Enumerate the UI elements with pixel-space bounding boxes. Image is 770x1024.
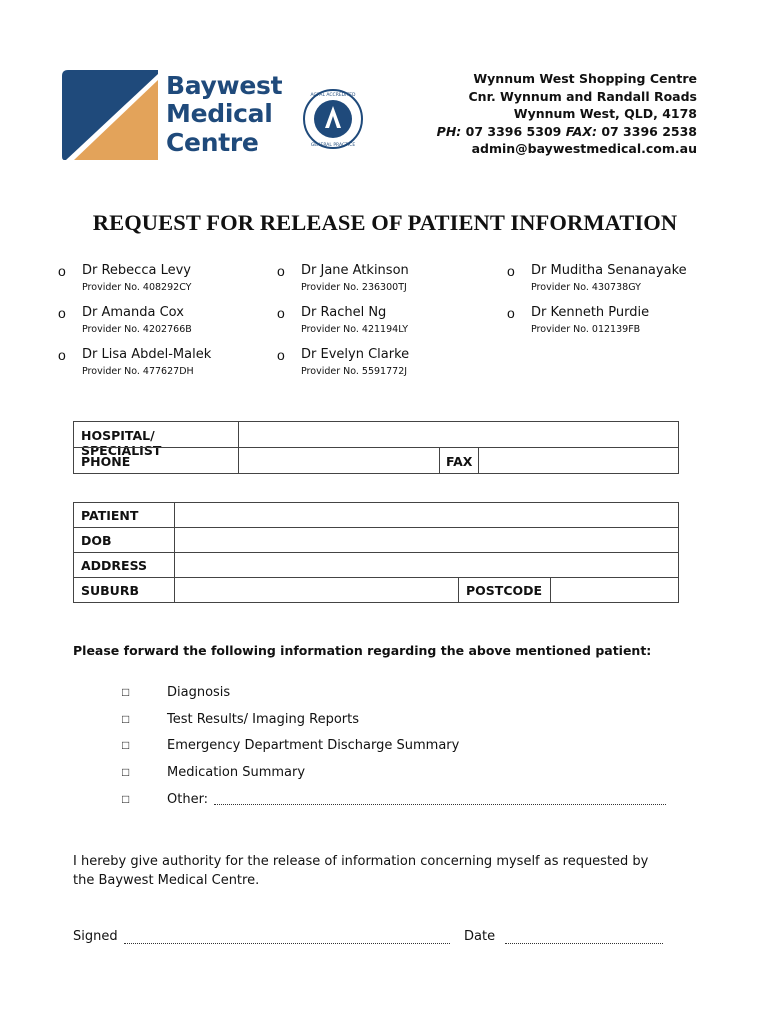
doctor-name: Dr Evelyn Clarke — [301, 347, 410, 362]
phone-label: PHONE — [81, 454, 131, 469]
doctor-name: Dr Muditha Senanayake — [531, 263, 687, 278]
doctor-name: Dr Rachel Ng — [301, 305, 387, 320]
doctor-name: Dr Rebecca Levy — [82, 263, 191, 278]
radio-bullet[interactable]: o — [277, 305, 285, 321]
diagnosis-label: Diagnosis — [167, 685, 231, 700]
logo-text-line3: Centre — [166, 128, 259, 157]
date-label: Date — [464, 929, 496, 944]
radio-bullet[interactable]: o — [277, 347, 285, 363]
fax-label-cell — [439, 447, 479, 474]
radio-bullet[interactable]: o — [507, 263, 515, 279]
provider-number: Provider No. 236300TJ — [301, 282, 407, 293]
provider-number: Provider No. 430738GY — [531, 282, 641, 293]
contact-block — [437, 70, 697, 158]
hospital-field[interactable] — [238, 421, 679, 448]
clinic-logo-mark — [62, 70, 158, 160]
suburb-label: SUBURB — [81, 583, 139, 598]
svg-text:GENERAL PRACTICE: GENERAL PRACTICE — [310, 143, 356, 148]
radio-bullet[interactable]: o — [507, 305, 515, 321]
fax-field[interactable] — [478, 447, 679, 474]
fax-label: FAX — [446, 454, 473, 469]
phone-value: 07 3396 5309 — [465, 123, 562, 139]
address-line-2: Cnr. Wynnum and Randall Roads — [468, 88, 697, 104]
authority-statement: I hereby give authority for the release of information concerning myself as requested by the Baywest Medical Centre. — [73, 854, 649, 888]
dob-field[interactable] — [174, 527, 679, 553]
date-line[interactable] — [505, 943, 663, 944]
postcode-label-cell — [458, 577, 551, 603]
postcode-field[interactable] — [550, 577, 679, 603]
doctor-name: Dr Kenneth Purdie — [531, 305, 650, 320]
other-checkbox[interactable]: □ — [122, 792, 130, 806]
provider-number: Provider No. 012139FB — [531, 324, 641, 335]
patient-label-cell — [73, 502, 175, 528]
doctor-name: Dr Amanda Cox — [82, 305, 184, 320]
patient-name-field[interactable] — [174, 502, 679, 528]
logo-text-line2: Medical — [166, 99, 273, 128]
dob-label-cell — [73, 527, 175, 553]
forward-instructions: Please forward the following information regarding the above mentioned patient: — [73, 643, 652, 658]
document-title: REQUEST FOR RELEASE OF PATIENT INFORMATION — [92, 210, 678, 235]
hospital-label-cell — [73, 421, 239, 458]
email-link[interactable]: admin@baywestmedical.com.au — [471, 141, 697, 157]
medication-summary-label: Medication Summary — [167, 765, 306, 780]
medication-summary-checkbox[interactable]: □ — [122, 765, 130, 779]
svg-text:AGPAL ACCREDITED: AGPAL ACCREDITED — [310, 93, 356, 98]
logo-text-line1: Baywest — [166, 71, 283, 100]
address-field[interactable] — [174, 552, 679, 578]
dob-label: DOB — [81, 533, 112, 548]
fax-value: 07 3396 2538 — [601, 123, 697, 139]
test-results-checkbox[interactable]: □ — [122, 712, 130, 726]
radio-bullet[interactable]: o — [58, 263, 66, 279]
doctor-name: Dr Jane Atkinson — [301, 263, 409, 278]
provider-number: Provider No. 408292CY — [82, 282, 192, 293]
suburb-label-cell — [73, 577, 175, 603]
test-results-label: Test Results/ Imaging Reports — [167, 712, 360, 727]
address-line-3: Wynnum West, QLD, 4178 — [513, 106, 697, 122]
phone-field[interactable] — [238, 447, 440, 474]
address-label: ADDRESS — [81, 558, 148, 573]
postcode-label: POSTCODE — [466, 583, 543, 598]
signed-label: Signed — [73, 929, 118, 944]
signature-line[interactable] — [124, 943, 450, 944]
suburb-field[interactable] — [174, 577, 459, 603]
provider-number: Provider No. 5591772J — [301, 366, 408, 377]
ed-discharge-checkbox[interactable]: □ — [122, 738, 130, 752]
other-details-line[interactable] — [214, 804, 666, 805]
radio-bullet[interactable]: o — [58, 347, 66, 363]
accreditation-badge — [302, 88, 364, 150]
fax-label: FAX: — [565, 123, 597, 139]
phone-label-cell — [73, 447, 239, 474]
radio-bullet[interactable]: o — [277, 263, 285, 279]
radio-bullet[interactable]: o — [58, 305, 66, 321]
provider-number: Provider No. 4202766B — [82, 324, 192, 335]
patient-label: PATIENT — [81, 508, 139, 523]
ed-discharge-label: Emergency Department Discharge Summary — [167, 738, 460, 753]
phone-fax-line — [437, 123, 697, 141]
address-line-1: Wynnum West Shopping Centre — [473, 71, 697, 86]
provider-number: Provider No. 421194LY — [301, 324, 409, 335]
other-label: Other: — [167, 792, 209, 807]
hospital-label: HOSPITAL/ SPECIALIST — [81, 428, 162, 458]
doctor-name: Dr Lisa Abdel-Malek — [82, 347, 212, 362]
diagnosis-checkbox[interactable]: □ — [122, 685, 130, 699]
phone-label: PH: — [436, 123, 462, 139]
address-label-cell — [73, 552, 175, 578]
provider-number: Provider No. 477627DH — [82, 366, 194, 377]
